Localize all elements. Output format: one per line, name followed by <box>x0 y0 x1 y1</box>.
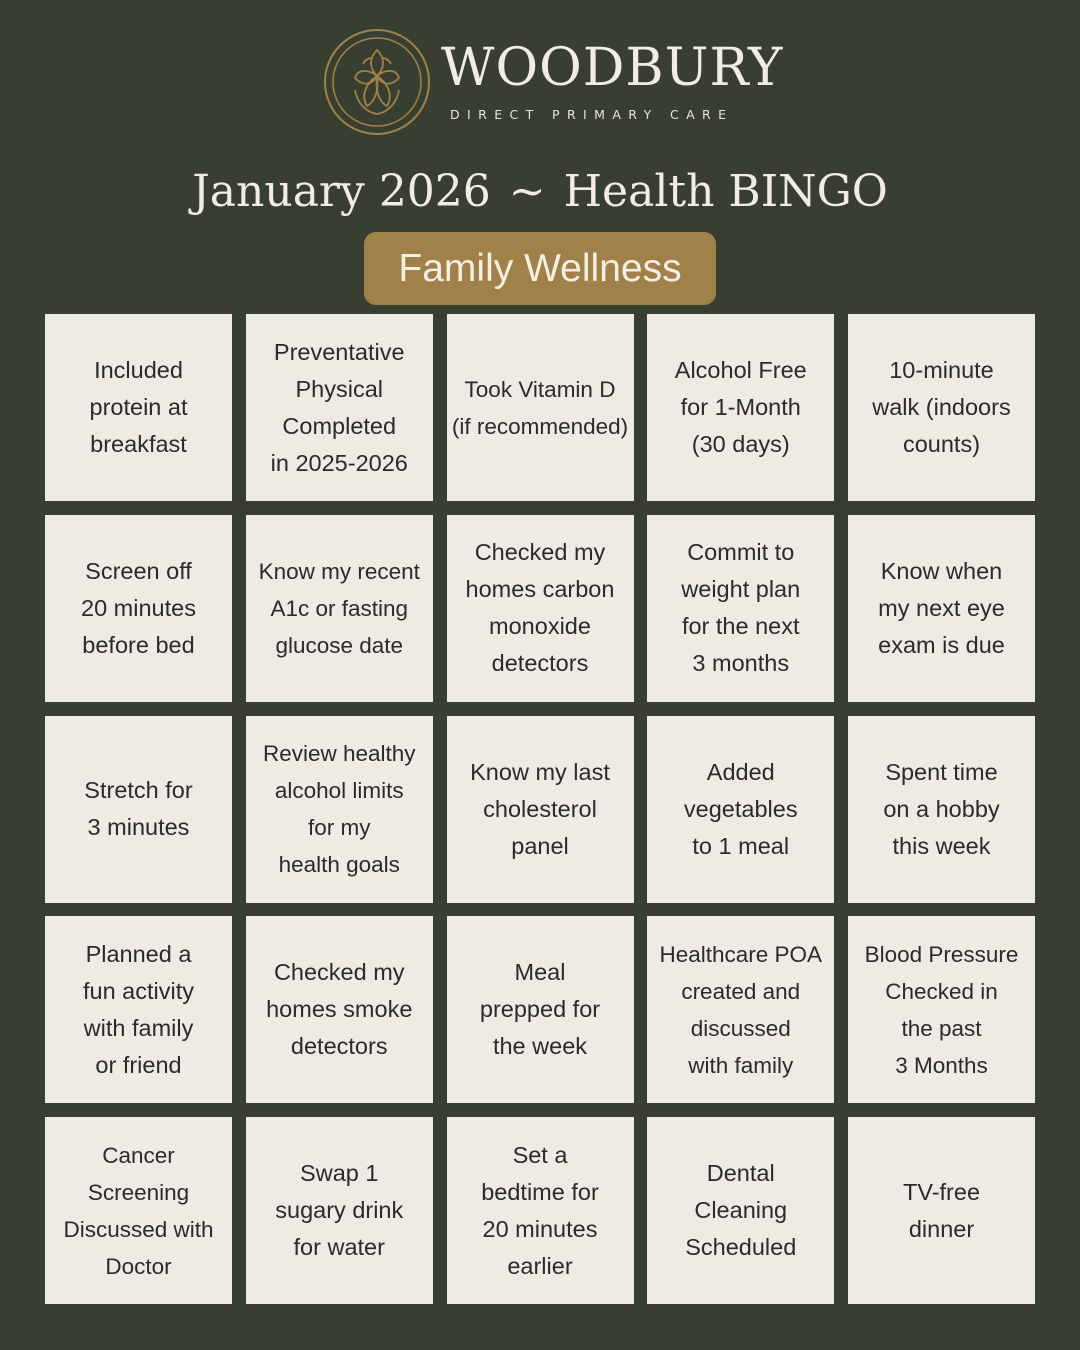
category-badge: Family Wellness <box>364 232 716 305</box>
bingo-square: Cancer Screening Discussed with Doctor <box>45 1117 232 1304</box>
bingo-square: Included protein at breakfast <box>45 314 232 501</box>
bingo-square: Set a bedtime for 20 minutes earlier <box>447 1117 634 1304</box>
bingo-square: Meal prepped for the week <box>447 916 634 1103</box>
bingo-square: Screen off 20 minutes before bed <box>45 515 232 702</box>
brand-tagline: DIRECT PRIMARY CARE <box>450 107 734 122</box>
title-subject: Health BINGO <box>563 166 888 217</box>
bingo-square: 10-minute walk (indoors counts) <box>848 314 1035 501</box>
bingo-square: Took Vitamin D (if recommended) <box>447 314 634 501</box>
lotus-logo-icon <box>323 28 431 136</box>
bingo-square: Know when my next eye exam is due <box>848 515 1035 702</box>
bingo-square: Planned a fun activity with family or friend <box>45 916 232 1103</box>
bingo-square: Stretch for 3 minutes <box>45 716 232 903</box>
bingo-square: Swap 1 sugary drink for water <box>246 1117 433 1304</box>
title-separator: ~ <box>508 166 546 217</box>
bingo-square: Dental Cleaning Scheduled <box>647 1117 834 1304</box>
bingo-square: Know my recent A1c or fasting glucose date <box>246 515 433 702</box>
bingo-square: Commit to weight plan for the next 3 months <box>647 515 834 702</box>
bingo-square: Alcohol Free for 1-Month (30 days) <box>647 314 834 501</box>
bingo-square: Review healthy alcohol limits for my health goals <box>246 716 433 903</box>
bingo-square: Checked my homes smoke detectors <box>246 916 433 1103</box>
brand-name: WOODBURY <box>441 38 784 98</box>
bingo-square: Healthcare POA created and discussed with family <box>647 916 834 1103</box>
page-title <box>0 162 1080 222</box>
title-month-year: January 2026 <box>192 166 491 217</box>
bingo-square: Spent time on a hobby this week <box>848 716 1035 903</box>
bingo-square: Know my last cholesterol panel <box>447 716 634 903</box>
bingo-square: Preventative Physical Completed in 2025-2026 <box>246 314 433 501</box>
bingo-square: Checked my homes carbon monoxide detectors <box>447 515 634 702</box>
bingo-square: TV-free dinner <box>848 1117 1035 1304</box>
bingo-square: Blood Pressure Checked in the past 3 Months <box>848 916 1035 1103</box>
bingo-board <box>45 314 1035 1304</box>
bingo-square: Added vegetables to 1 meal <box>647 716 834 903</box>
